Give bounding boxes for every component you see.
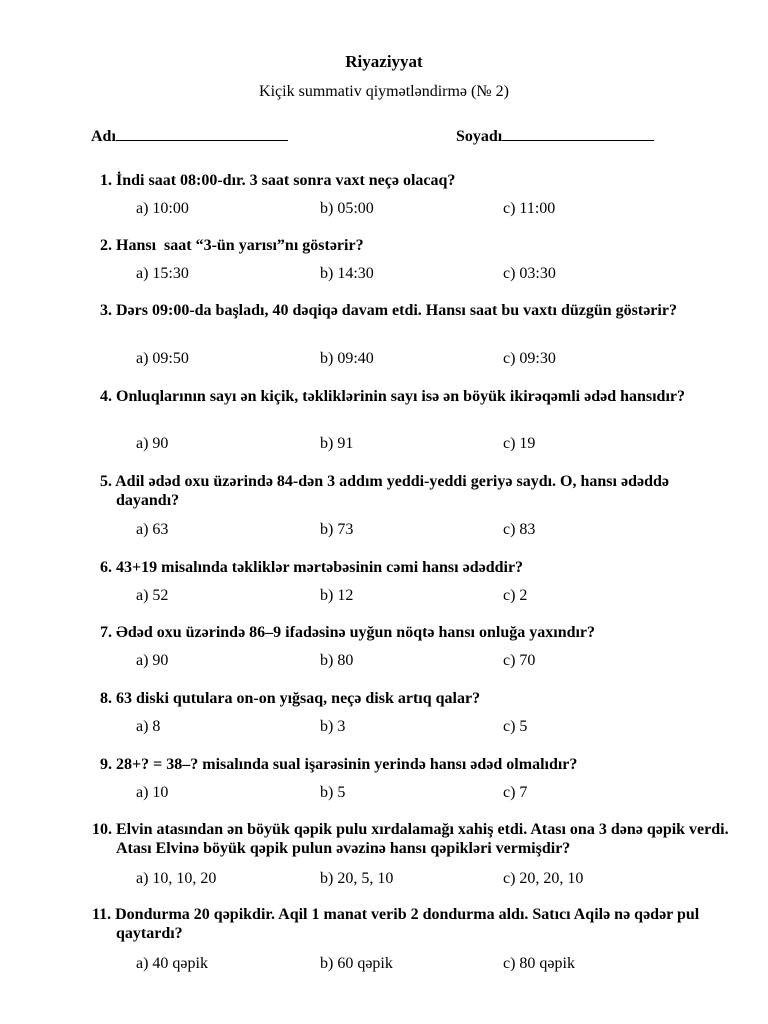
question-number: 6. [100,559,112,576]
question-body: 28+? = 38–? misalında sual işarəsinin yerində hansı ədəd olmalıdır? [116,756,578,773]
question-number: 7. [100,624,112,641]
question-body: Hansı saat “3-ün yarısı”nı göstərir? [116,237,364,254]
question-number: 3. [100,302,112,319]
question-number: 10. [92,821,112,838]
option-b[interactable]: b) 80 [320,652,354,669]
surname-label: Soyadı [456,128,503,145]
option-b[interactable]: b) 20, 5, 10 [320,870,394,887]
option-b[interactable]: b) 5 [320,784,346,801]
option-b[interactable]: b) 09:40 [320,350,374,367]
question-text [100,387,730,406]
option-b[interactable]: b) 14:30 [320,265,374,282]
option-a[interactable]: a) 09:50 [136,350,189,367]
option-c[interactable]: c) 03:30 [503,265,556,282]
surname-blank-line[interactable] [502,128,654,141]
question-number: 5. [100,473,112,490]
option-b[interactable]: b) 12 [320,587,354,604]
question-text [100,236,730,255]
question-text [100,689,730,708]
question-body: Onluqlarının sayı ən kiçik, təkliklərinin sayı isə ən böyük ikirəqəmli ədəd hansıdır? [116,388,685,405]
question-text [100,171,730,190]
option-c[interactable]: c) 70 [503,652,536,669]
question-number: 11. [92,906,112,923]
option-b[interactable]: b) 91 [320,435,354,452]
name-field[interactable] [91,128,288,146]
option-c[interactable]: c) 5 [503,718,528,735]
option-c[interactable]: c) 09:30 [503,350,556,367]
option-c[interactable]: c) 83 [503,521,536,538]
option-b[interactable]: b) 3 [320,718,346,735]
option-b[interactable]: b) 60 qəpik [320,955,393,972]
option-a[interactable]: a) 40 qəpik [136,955,208,972]
page-title: Riyaziyyat [345,52,423,71]
question-body: Elvin atasından ən böyük qəpik pulu xırdalamağı xahiş etdi. Atası ona 3 dənə qəpik verdi. Atası Elvinə böyük qəpik pulun əvəzinə hansı qəpikləri vermişdir? [116,821,729,857]
question-body: 63 diski qutulara on-on yığsaq, neçə disk artıq qalar? [116,690,481,707]
question-body: Ədəd oxu üzərində 86–9 ifadəsinə uyğun nöqtə hansı onluğa yaxındır? [116,624,596,641]
option-c[interactable]: c) 7 [503,784,528,801]
option-a[interactable]: a) 8 [136,718,161,735]
option-a[interactable]: a) 90 [136,652,169,669]
name-label: Adı [91,128,116,145]
name-blank-line[interactable] [116,128,288,141]
option-c[interactable]: c) 19 [503,435,536,452]
question-body: Dərs 09:00-da başladı, 40 dəqiqə davam etdi. Hansı saat bu vaxtı düzgün göstərir? [116,302,677,319]
question-number: 2. [100,237,112,254]
question-text [100,472,730,510]
question-body: İndi saat 08:00-dır. 3 saat sonra vaxt neçə olacaq? [116,172,456,189]
option-c[interactable]: c) 80 qəpik [503,955,575,972]
question-body: 43+19 misalında təkliklər mərtəbəsinin cəmi hansı ədəddir? [116,559,524,576]
option-b[interactable]: b) 05:00 [320,200,374,217]
question-number: 4. [100,388,112,405]
option-a[interactable]: a) 63 [136,521,169,538]
page-subtitle: Kiçik summativ qiymətləndirmə (№ 2) [259,83,509,100]
question-text [100,558,730,577]
question-text [100,301,730,320]
question-text [92,820,732,858]
question-text [92,905,732,943]
option-a[interactable]: a) 52 [136,587,169,604]
question-number: 9. [100,756,112,773]
option-c[interactable]: c) 11:00 [503,200,556,217]
question-number: 1. [100,172,112,189]
question-number: 8. [100,690,112,707]
option-a[interactable]: a) 15:30 [136,265,189,282]
question-text [100,623,730,642]
option-b[interactable]: b) 73 [320,521,354,538]
option-a[interactable]: a) 10, 10, 20 [136,870,217,887]
option-c[interactable]: c) 2 [503,587,528,604]
option-a[interactable]: a) 90 [136,435,169,452]
option-a[interactable]: a) 10:00 [136,200,189,217]
question-body: Dondurma 20 qəpikdir. Aqil 1 manat verib 2 dondurma aldı. Satıcı Aqilə nə qədər pul qaytardı? [115,906,700,942]
question-body: Adil ədəd oxu üzərində 84-dən 3 addım yeddi-yeddi geriyə saydı. O, hansı ədəddə dayandı? [115,473,669,509]
surname-field[interactable] [456,128,654,146]
option-c[interactable]: c) 20, 20, 10 [503,870,584,887]
question-text [100,755,730,774]
option-a[interactable]: a) 10 [136,784,169,801]
